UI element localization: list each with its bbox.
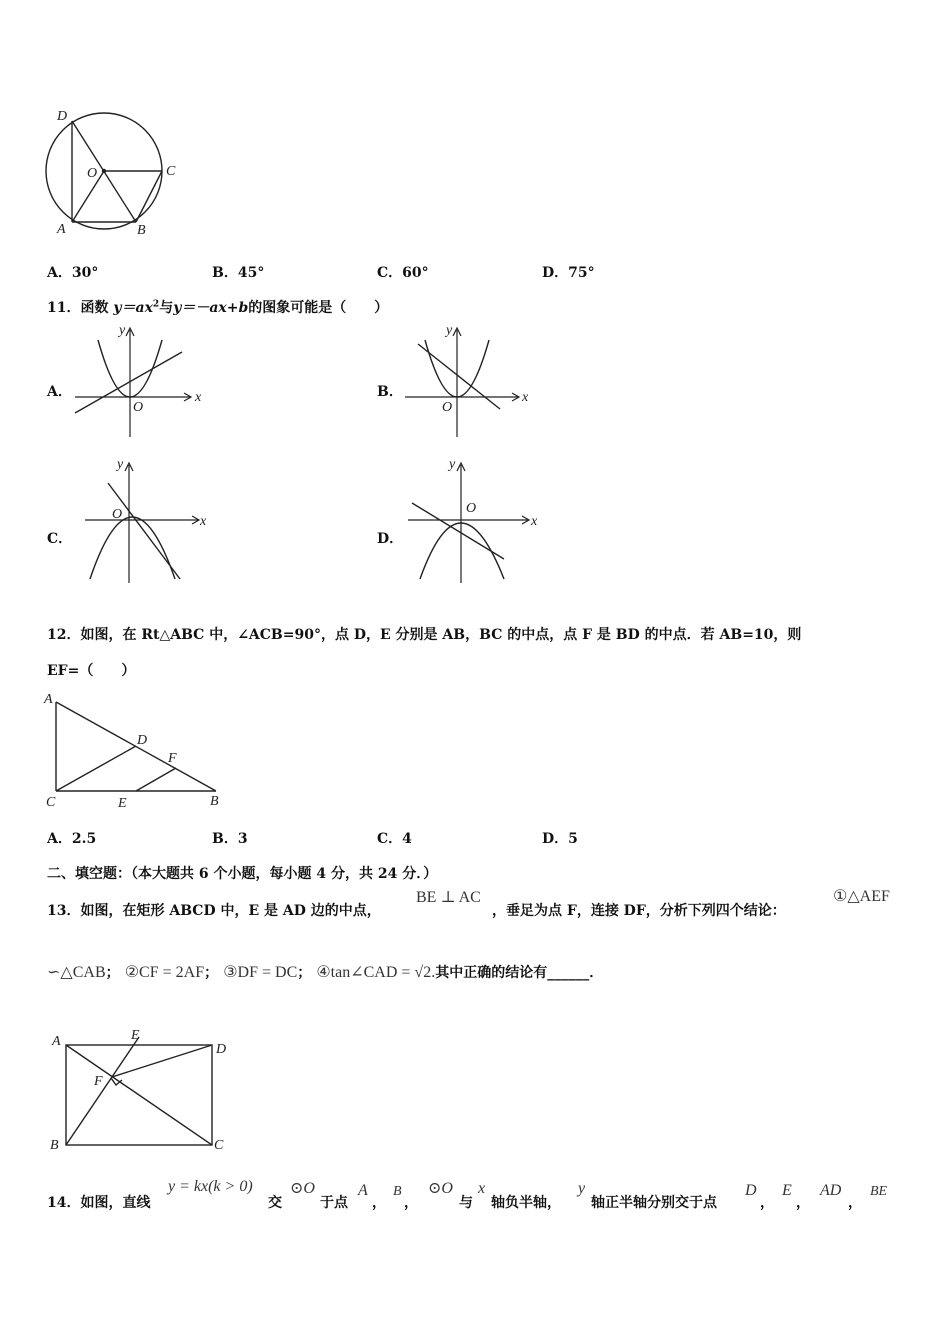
seg-cb <box>136 171 162 222</box>
svg-text:C: C <box>46 795 56 810</box>
svg-text:y: y <box>117 457 124 472</box>
q10-option-b[interactable]: B．45° <box>212 265 265 281</box>
svg-text:A: A <box>44 692 53 707</box>
line <box>412 503 504 559</box>
svg-text:E: E <box>118 796 127 811</box>
q12-option-c[interactable]: C．4 <box>377 831 412 847</box>
q11-option-b[interactable]: B． <box>377 384 403 400</box>
line <box>418 344 500 409</box>
line <box>108 483 180 579</box>
q11-option-d[interactable]: D． <box>377 531 404 547</box>
q13-stem-part2: ，垂足为点 F，连接 DF，分析下列四个结论： <box>492 903 786 919</box>
label-b: B <box>137 223 146 238</box>
q13-math-be-perp-ac: BE ⊥ AC <box>416 889 481 906</box>
svg-text:x: x <box>531 514 538 529</box>
q10-option-a[interactable]: A．30° <box>47 265 99 281</box>
svg-text:O: O <box>112 507 123 522</box>
q11-option-c[interactable]: C． <box>47 531 73 547</box>
parabola <box>90 517 175 579</box>
svg-text:y: y <box>449 457 456 472</box>
q10-circle-figure <box>40 105 185 240</box>
q13-rectangle-figure <box>40 1025 240 1155</box>
svg-text:E: E <box>131 1028 140 1043</box>
svg-text:A: A <box>52 1034 61 1049</box>
q10-option-d[interactable]: D．75° <box>542 265 595 281</box>
label-d: D <box>57 109 68 124</box>
q14-stem-part1: 14．如图，直线 <box>47 1195 151 1211</box>
q12-option-a[interactable]: A．2.5 <box>47 831 97 847</box>
label-a: A <box>57 222 66 237</box>
q12-triangle-figure <box>40 688 230 813</box>
svg-text:F: F <box>94 1074 103 1089</box>
svg-text:C: C <box>214 1138 224 1153</box>
svg-text:x: x <box>522 390 529 405</box>
q11-graph-d <box>400 455 545 585</box>
q10-option-c[interactable]: C．60° <box>377 265 429 281</box>
q12-stem-line2: EF=（ ） <box>47 663 136 679</box>
section-fill-in-title: 二、填空题：（本大题共 6 个小题，每小题 4 分，共 24 分．） <box>47 866 438 882</box>
svg-text:D: D <box>137 733 148 748</box>
q12-option-b[interactable]: B．3 <box>212 831 248 847</box>
svg-text:F: F <box>168 751 177 766</box>
svg-text:y: y <box>119 323 126 338</box>
q14-math-line-eq: y = kx(k > 0) <box>168 1178 253 1195</box>
label-o: O <box>87 166 98 181</box>
q11-graph-a <box>70 322 210 440</box>
label-c: C <box>166 164 176 179</box>
q11-graph-c <box>80 455 220 585</box>
line <box>75 352 182 413</box>
svg-text:B: B <box>50 1138 59 1153</box>
q11-stem: 11．函数 $y=ax^2$与y＝－ax+b的图象可能是（ ） <box>47 299 389 316</box>
svg-text:B: B <box>210 794 219 809</box>
center-dot <box>102 169 106 173</box>
q11-option-a[interactable]: A． <box>47 384 72 400</box>
q13-stem-line2: ∽△CAB； ②CF = 2AF； ③DF = DC； ④tan∠CAD = √2.其中正确的结论有______． <box>47 964 604 981</box>
q12-option-d[interactable]: D．5 <box>542 831 578 847</box>
svg-text:D: D <box>216 1042 227 1057</box>
svg-text:O: O <box>442 400 453 415</box>
q13-math-conclusion1a: ①△AEF <box>833 888 890 905</box>
svg-text:x: x <box>195 390 202 405</box>
svg-text:x: x <box>200 514 207 529</box>
q12-stem-line1: 12．如图，在 Rt△ABC 中，∠ACB=90°，点 D，E 分别是 AB，BC 的中点，点 F 是 BD 的中点．若 AB=10，则 <box>47 627 802 643</box>
svg-text:O: O <box>133 400 144 415</box>
q11-graph-b <box>400 322 540 440</box>
svg-text:y: y <box>446 323 453 338</box>
q13-stem-part1: 13．如图，在矩形 ABCD 中，E 是 AD 边的中点， <box>47 903 381 919</box>
svg-text:O: O <box>466 501 477 516</box>
